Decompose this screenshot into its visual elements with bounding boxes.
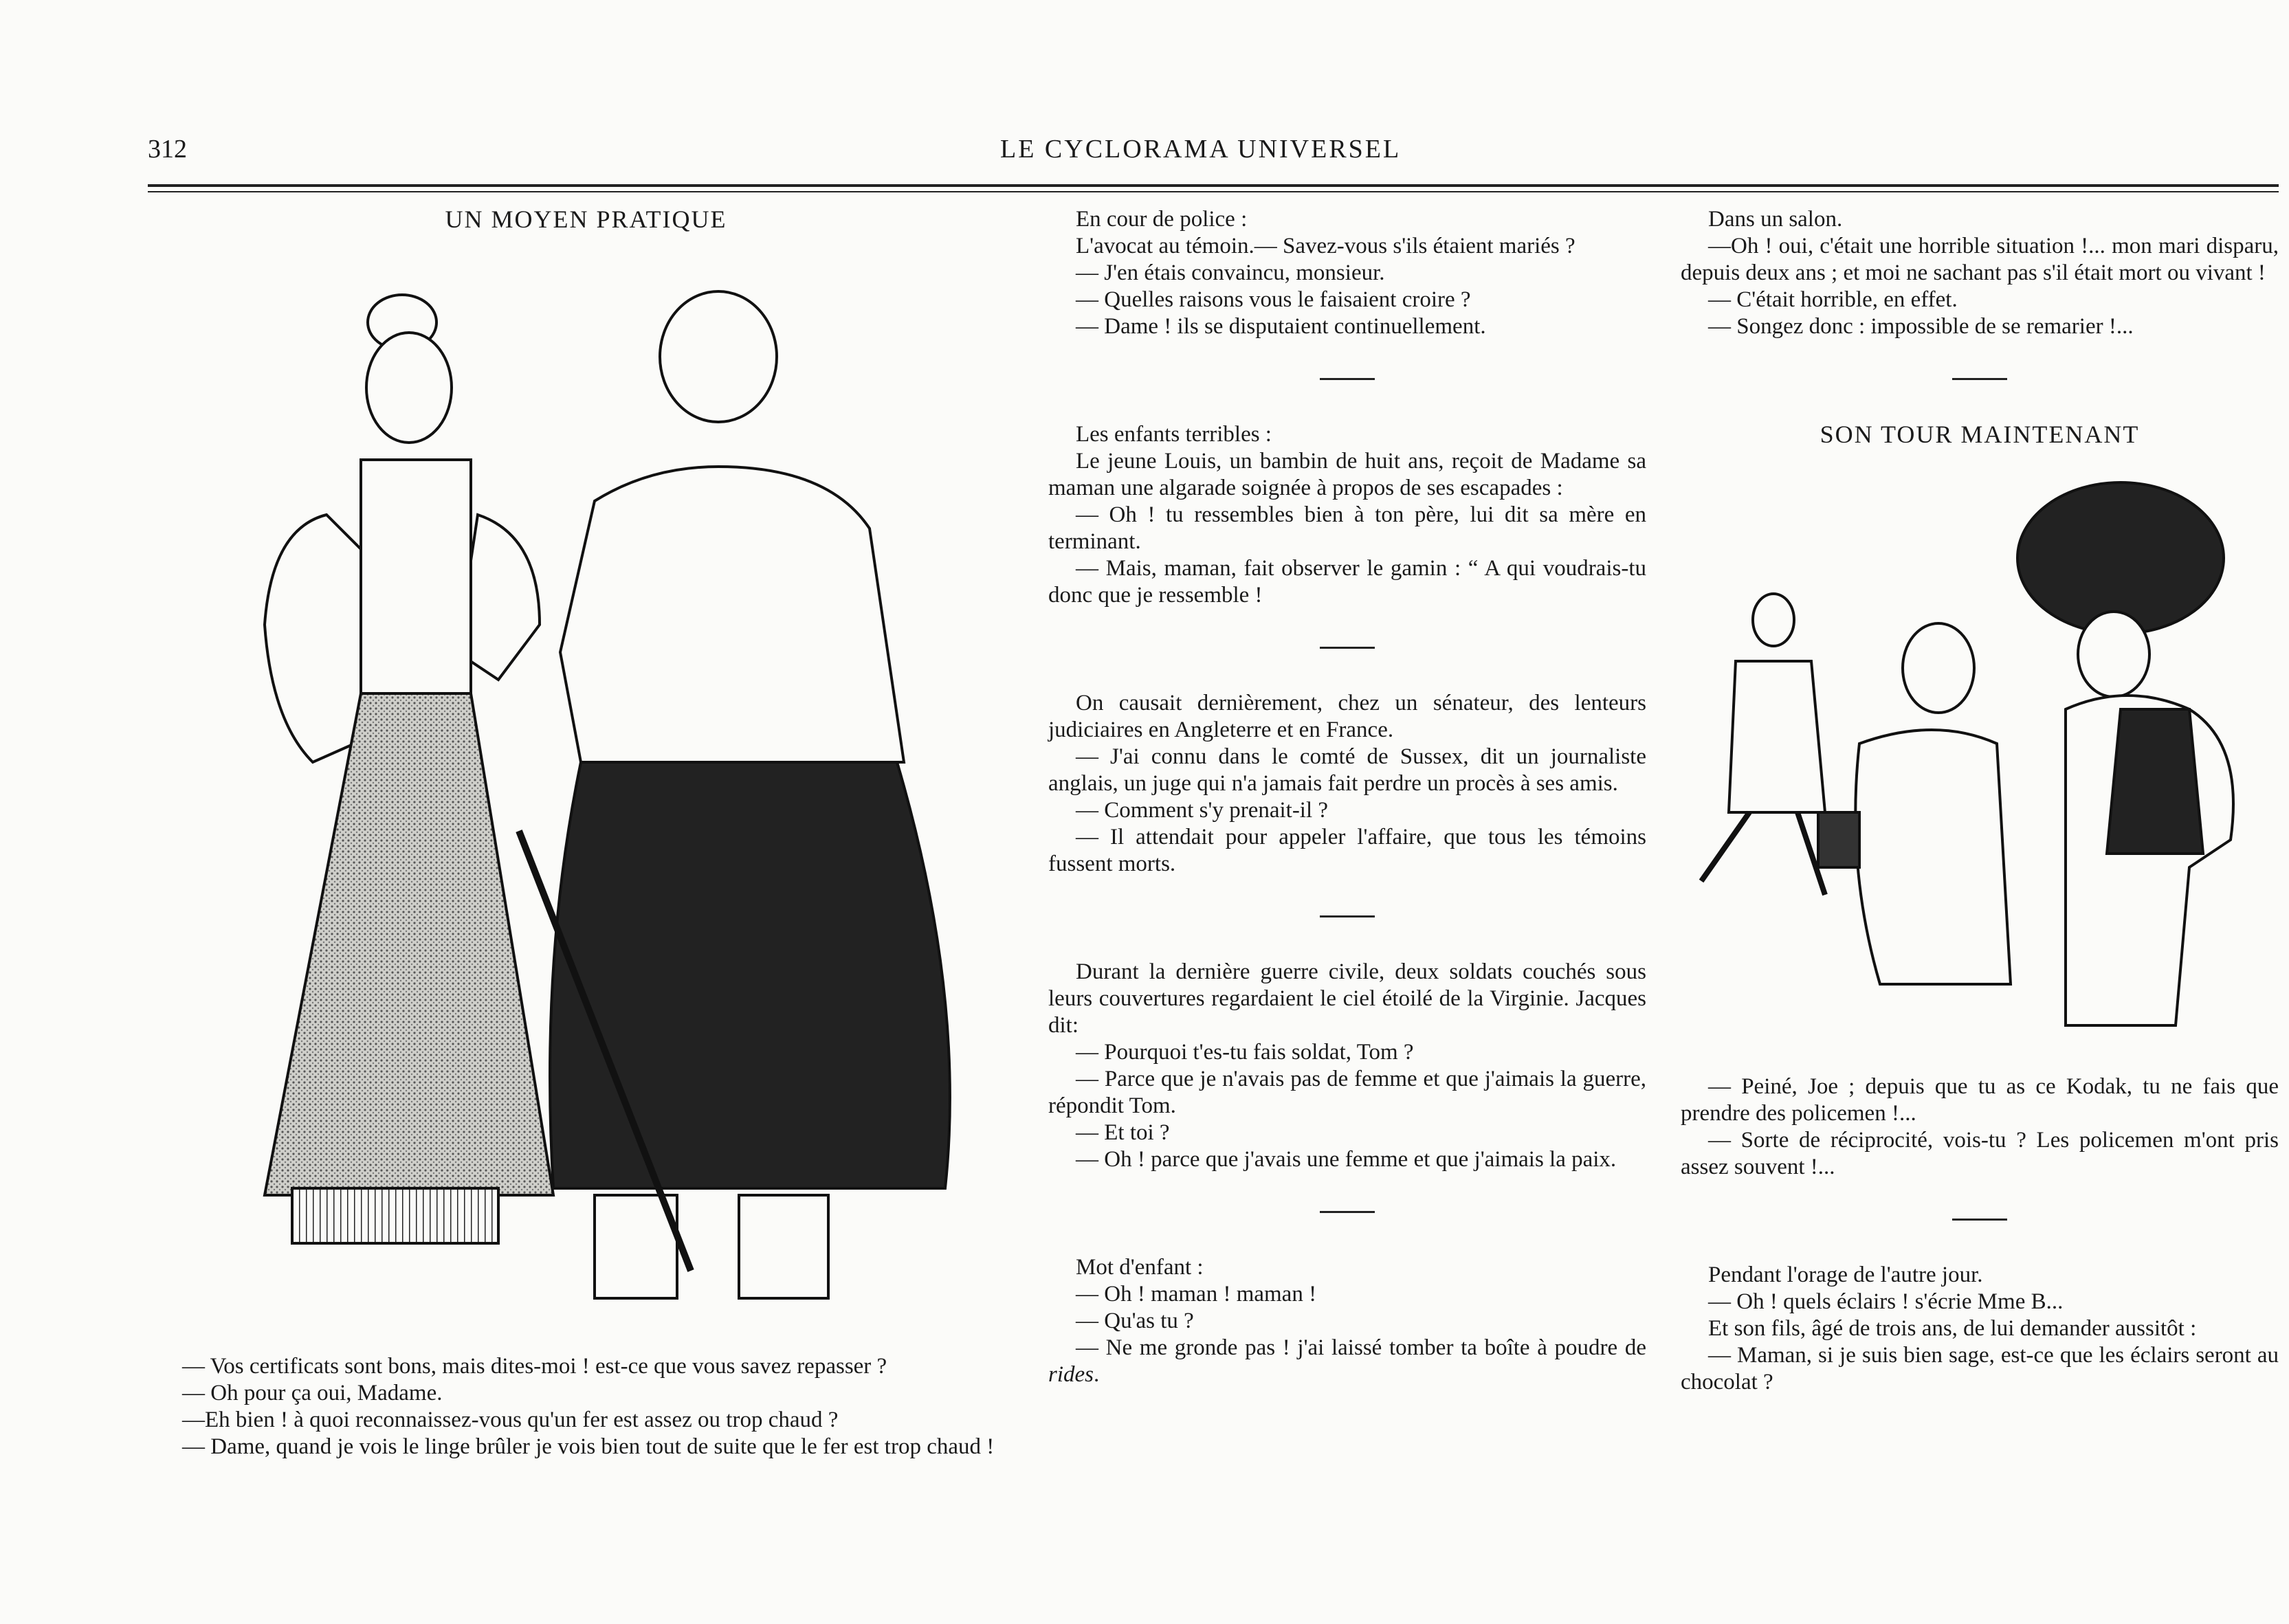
separator bbox=[1952, 378, 2007, 380]
text-line: — Qu'as tu ? bbox=[1076, 1309, 1194, 1333]
column-3 bbox=[1681, 206, 2279, 1396]
text-line: — Oh pour ça oui, Madame. bbox=[182, 1381, 443, 1405]
caption-son-tour bbox=[1681, 1074, 2279, 1181]
text-line: — Oh ! maman ! maman ! bbox=[1076, 1282, 1317, 1306]
text-line: — Et toi ? bbox=[1076, 1120, 1170, 1145]
text-line: — Songez donc : impossible de se remarier !... bbox=[1708, 314, 2134, 339]
text-line: — Oh ! quels éclairs ! s'écrie Mme B... bbox=[1708, 1289, 2064, 1314]
page-header bbox=[148, 134, 2279, 168]
text-line: — Mais, maman, fait observer le gamin : “ A qui voudrais-tu donc que je ressemble ! bbox=[1048, 556, 1646, 608]
column-1 bbox=[155, 206, 1017, 1526]
text-line: — Peiné, Joe ; depuis que tu as ce Kodak, tu ne fais que prendre des policemen !... bbox=[1681, 1074, 2279, 1126]
column-2 bbox=[1048, 206, 1646, 1388]
punctuation: . bbox=[1094, 1362, 1100, 1387]
text-line: — Vos certificats sont bons, mais dites-moi ! est-ce que vous savez repasser ? bbox=[182, 1354, 887, 1379]
text-line: Dans un salon. bbox=[1708, 207, 1843, 232]
separator bbox=[1320, 647, 1375, 649]
text-line: Mot d'enfant : bbox=[1076, 1255, 1204, 1280]
text-line: — Comment s'y prenait-il ? bbox=[1076, 798, 1329, 823]
text-line-part: — Ne me gronde pas ! j'ai laissé tomber ta boîte à poudre de bbox=[1076, 1335, 1646, 1360]
text-line: — Quelles raisons vous le faisaient croire ? bbox=[1076, 287, 1471, 312]
text-line: Et son fils, âgé de trois ans, de lui demander aussitôt : bbox=[1708, 1316, 2197, 1341]
text-line: Le jeune Louis, un bambin de huit ans, reçoit de Madame sa maman une algarade soignée à propos de ses escapades : bbox=[1048, 449, 1646, 500]
separator bbox=[1952, 1219, 2007, 1221]
text-line: —Eh bien ! à quoi reconnaissez-vous qu'un fer est assez ou trop chaud ? bbox=[182, 1408, 839, 1432]
header-rule-thin bbox=[148, 191, 2279, 192]
anecdote-orage bbox=[1681, 1262, 2279, 1396]
italic-word: rides bbox=[1048, 1362, 1094, 1387]
text-line: — C'était horrible, en effet. bbox=[1708, 287, 1958, 312]
text-line: On causait dernièrement, chez un sénateur, des lenteurs judiciaires en Angleterre et en France. bbox=[1048, 691, 1646, 742]
section-title-son-tour: SON TOUR MAINTENANT bbox=[1820, 421, 2140, 448]
illustration-two-women bbox=[155, 240, 1017, 1339]
anecdote-salon bbox=[1681, 206, 2279, 340]
text-line: — Sorte de réciprocité, vois-tu ? Les policemen m'ont pris assez souvent !... bbox=[1681, 1128, 2279, 1179]
separator bbox=[1320, 378, 1375, 380]
text-line: — Dame ! ils se disputaient continuellement. bbox=[1076, 314, 1486, 339]
header-rule bbox=[148, 184, 2279, 187]
text-line: — Oh ! parce que j'avais une femme et que j'aimais la paix. bbox=[1076, 1147, 1617, 1172]
anecdote-guerre-civile bbox=[1048, 959, 1646, 1173]
text-line: — Il attendait pour appeler l'affaire, que tous les témoins fussent morts. bbox=[1048, 825, 1646, 876]
text-line: L'avocat au témoin.— Savez-vous s'ils étaient mariés ? bbox=[1076, 234, 1575, 258]
anecdote-enfants-terribles bbox=[1048, 421, 1646, 609]
section-title-moyen-pratique: UN MOYEN PRATIQUE bbox=[445, 205, 727, 233]
text-line: En cour de police : bbox=[1076, 207, 1248, 232]
text-line: — Oh ! tu ressembles bien à ton père, lui dit sa mère en terminant. bbox=[1048, 502, 1646, 554]
text-line bbox=[1048, 1335, 1646, 1388]
illustration-kodak-policeman bbox=[1681, 455, 2279, 1074]
anecdote-senateur bbox=[1048, 690, 1646, 878]
running-title: LE CYCLORAMA UNIVERSEL bbox=[1000, 135, 1402, 164]
separator bbox=[1320, 1211, 1375, 1213]
text-line: Durant la dernière guerre civile, deux soldats couchés sous leurs couvertures regardaient le ciel étoilé de la Virginie. Jacques dit: bbox=[1048, 959, 1646, 1038]
text-line: Pendant l'orage de l'autre jour. bbox=[1708, 1263, 1983, 1287]
separator bbox=[1320, 915, 1375, 917]
text-line: Les enfants terribles : bbox=[1076, 422, 1272, 447]
text-line: — Pourquoi t'es-tu fais soldat, Tom ? bbox=[1076, 1040, 1414, 1065]
text-line: — J'ai connu dans le comté de Sussex, dit un journaliste anglais, un juge qui n'a jamais fait perdre un procès à ses amis. bbox=[1048, 744, 1646, 796]
caption-moyen-pratique bbox=[155, 1353, 1017, 1460]
text-line: — Parce que je n'avais pas de femme et que j'aimais la guerre, répondit Tom. bbox=[1048, 1067, 1646, 1118]
text-line: — Dame, quand je vois le linge brûler je vois bien tout de suite que le fer est trop chaud ! bbox=[182, 1434, 995, 1459]
text-line: —Oh ! oui, c'était une horrible situation !... mon mari disparu, depuis deux ans ; et moi ne sachant pas s'il était mort ou vivant ! bbox=[1681, 234, 2279, 285]
anecdote-cour-de-police bbox=[1048, 206, 1646, 340]
anecdote-mot-d-enfant bbox=[1048, 1254, 1646, 1388]
text-line: — J'en étais convaincu, monsieur. bbox=[1076, 260, 1385, 285]
text-line: — Maman, si je suis bien sage, est-ce que les éclairs seront au chocolat ? bbox=[1681, 1343, 2279, 1394]
page-number: 312 bbox=[148, 135, 187, 164]
